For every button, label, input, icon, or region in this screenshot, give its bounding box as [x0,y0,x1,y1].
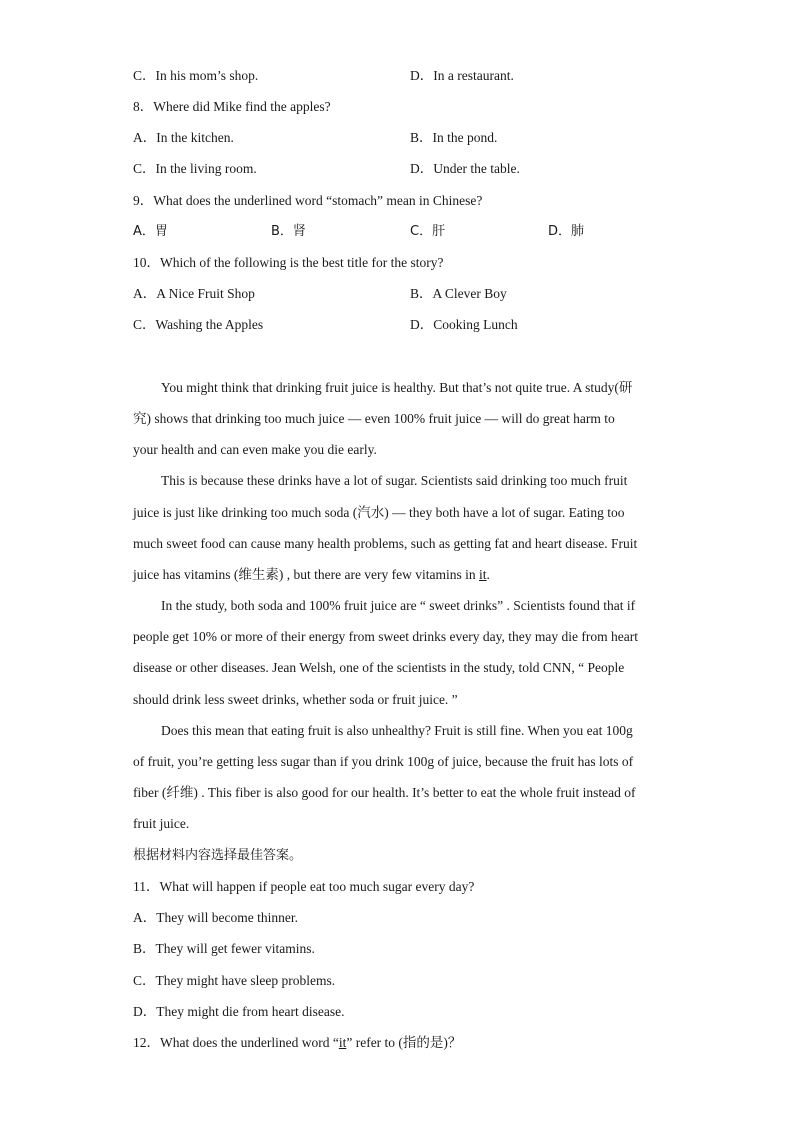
q11-option-b[interactable]: B．They will get fewer vitamins. [133,941,315,956]
q8-stem: 8．Where did Mike find the apples? [133,99,331,114]
passage-line: In the study, both soda and 100% fruit juice are “ sweet drinks” . Scientists found that if [161,598,636,613]
passage-line: fiber (纤维) . This fiber is also good for our health. It’s better to eat the whole fruit instead of [133,785,636,800]
passage-line: people get 10% or more of their energy from sweet drinks every day, they may die from heart [133,629,638,644]
q8-option-d[interactable]: D．Under the table. [410,161,520,176]
q11-stem: 11．What will happen if people eat too much sugar every day? [133,879,475,894]
section-instruction: 根据材料内容选择最佳答案。 [133,848,303,863]
passage-line: You might think that drinking fruit juice is healthy. But that’s not quite true. A study(研 [161,380,633,395]
passage-line: disease or other diseases. Jean Welsh, one of the scientists in the study, told CNN, “ People [133,660,625,675]
passage-text: . [486,567,490,582]
passage-line: 究) shows that drinking too much juice — even 100% fruit juice — will do great harm to [133,411,615,426]
q8-option-a[interactable]: A．In the kitchen. [133,130,234,145]
q10-option-d[interactable]: D．Cooking Lunch [410,317,518,332]
q9-stem: 9．What does the underlined word “stomach” mean in Chinese? [133,193,483,208]
q11-option-c[interactable]: C．They might have sleep problems. [133,973,336,988]
q9-option-d[interactable]: D．肺 [548,224,585,239]
passage-line: Does this mean that eating fruit is also unhealthy? Fruit is still fine. When you eat 100g [161,723,633,738]
underlined-word-it: it [338,1035,347,1050]
q7-option-c[interactable]: C．In his mom’s shop. [133,68,259,83]
underlined-word-it: it [479,567,487,582]
passage-line: fruit juice. [133,816,190,831]
passage-text: juice has vitamins (维生素) , but there are very few vitamins in [133,567,480,582]
passage-line: much sweet food can cause many health problems, such as getting fat and heart disease. Fruit [133,536,638,551]
passage-line [133,566,663,584]
q11-option-a[interactable]: A．They will become thinner. [133,910,298,925]
q8-option-c[interactable]: C．In the living room. [133,161,257,176]
q11-option-d[interactable]: D．They might die from heart disease. [133,1004,345,1019]
q9-option-b[interactable]: B．肾 [271,224,306,239]
q8-option-b[interactable]: B．In the pond. [410,130,498,145]
passage-line: juice is just like drinking too much soda (汽水) — they both have a lot of sugar. Eating too [133,505,625,520]
passage-line: of fruit, you’re getting less sugar than if you drink 100g of juice, because the fruit has lots of [133,754,634,769]
q9-option-a[interactable]: A．胃 [133,224,168,239]
q7-option-d[interactable]: D．In a restaurant. [410,68,514,83]
q12-stem [133,1034,461,1052]
q12-stem-text: 12．What does the underlined word “ [133,1035,339,1050]
passage-line: your health and can even make you die early. [133,442,377,457]
q10-option-c[interactable]: C．Washing the Apples [133,317,264,332]
q10-option-b[interactable]: B．A Clever Boy [410,286,507,301]
q10-option-a[interactable]: A．A Nice Fruit Shop [133,286,255,301]
passage-line: should drink less sweet drinks, whether soda or fruit juice. ” [133,692,458,707]
q12-stem-text: ” refer to (指的是)？ [346,1035,462,1050]
q10-stem: 10．Which of the following is the best title for the story? [133,255,444,270]
passage-line: This is because these drinks have a lot of sugar. Scientists said drinking too much fruit [161,473,628,488]
q9-option-c[interactable]: C．肝 [410,224,446,239]
